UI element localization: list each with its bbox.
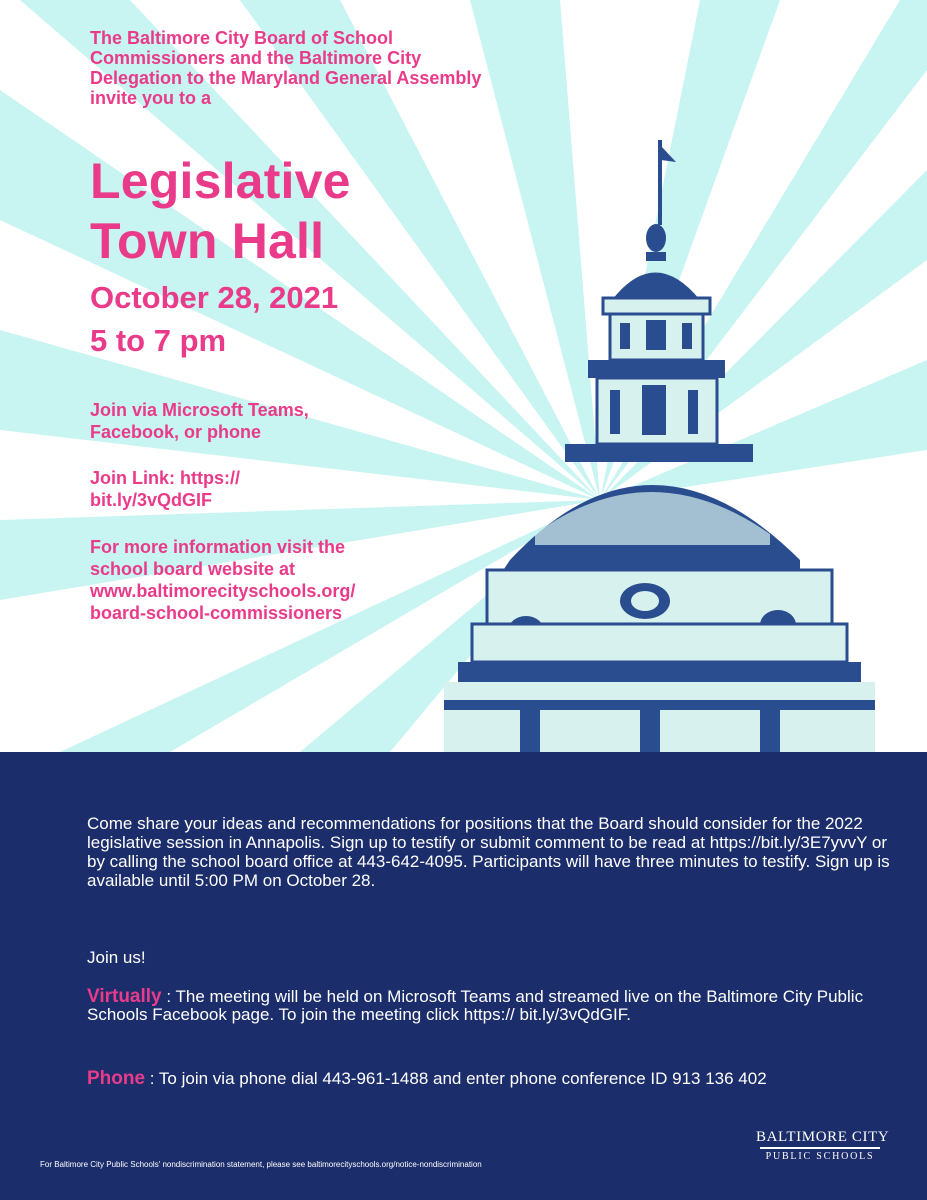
information-panel xyxy=(0,752,927,1200)
phone-label: Phone xyxy=(87,1068,146,1089)
nondiscrimination-notice: For Baltimore City Public Schools' nondiscrimination statement, please see baltimorecityschools.org/notice-nondiscrimination xyxy=(40,1160,482,1169)
event-time: 5 to 7 pm xyxy=(90,323,227,358)
join-us-text: Join us! xyxy=(87,948,146,967)
join-options xyxy=(90,399,520,443)
logo-main-text: BALTIMORE CITY xyxy=(756,1129,890,1145)
more-info-line-2: school board website at xyxy=(90,559,296,579)
more-info-line-1: For more information visit the xyxy=(90,537,346,557)
logo-sub-text: PUBLIC SCHOOLS xyxy=(765,1151,875,1162)
phone-section xyxy=(87,1070,892,1088)
baltimore-city-public-schools-logo xyxy=(756,1129,890,1169)
more-info-line-3: www.baltimorecityschools.org/ xyxy=(90,581,356,601)
join-options-line-2: Facebook, or phone xyxy=(90,422,262,442)
flyer-header-text xyxy=(90,28,520,624)
logo-divider xyxy=(760,1147,880,1149)
join-options-line-1: Join via Microsoft Teams, xyxy=(90,400,309,420)
virtual-description: : The meeting will be held on Microsoft Teams and streamed live on the Baltimore City Public Schools Facebook page. To join the meeting click https:// bit.ly/3vQdGIF. xyxy=(87,987,864,1024)
virtual-label: Virtually xyxy=(87,986,162,1007)
phone-description: : To join via phone dial 443-961-1488 and enter phone conference ID 913 136 402 xyxy=(145,1069,767,1088)
event-title-line-2: Town Hall xyxy=(90,213,325,269)
event-title-line-1: Legislative xyxy=(90,153,351,209)
join-link-line-2: bit.ly/3vQdGIF xyxy=(90,490,213,510)
join-link[interactable] xyxy=(90,467,520,511)
more-info-line-4: board-school-commissioners xyxy=(90,603,343,623)
event-date: October 28, 2021 xyxy=(90,280,339,315)
virtual-section xyxy=(87,988,892,1024)
invitation-text: The Baltimore City Board of School Commissioners and the Baltimore City Delegation to the Maryland General Assembly invite you to a xyxy=(90,28,482,108)
event-title xyxy=(90,151,520,271)
join-link-line-1: Join Link: https:// xyxy=(90,468,240,488)
event-description: Come share your ideas and recommendations for positions that the Board should consider for the 2022 legislative session in Annapolis. Sign up to testify or submit comment to be read at https://bit.ly/3E7yvvY or by calling the school board office at 443-642-4095. Participants will have three minutes to testify. Sign up is available until 5:00 PM on October 28. xyxy=(87,814,890,890)
more-info[interactable] xyxy=(90,536,520,624)
